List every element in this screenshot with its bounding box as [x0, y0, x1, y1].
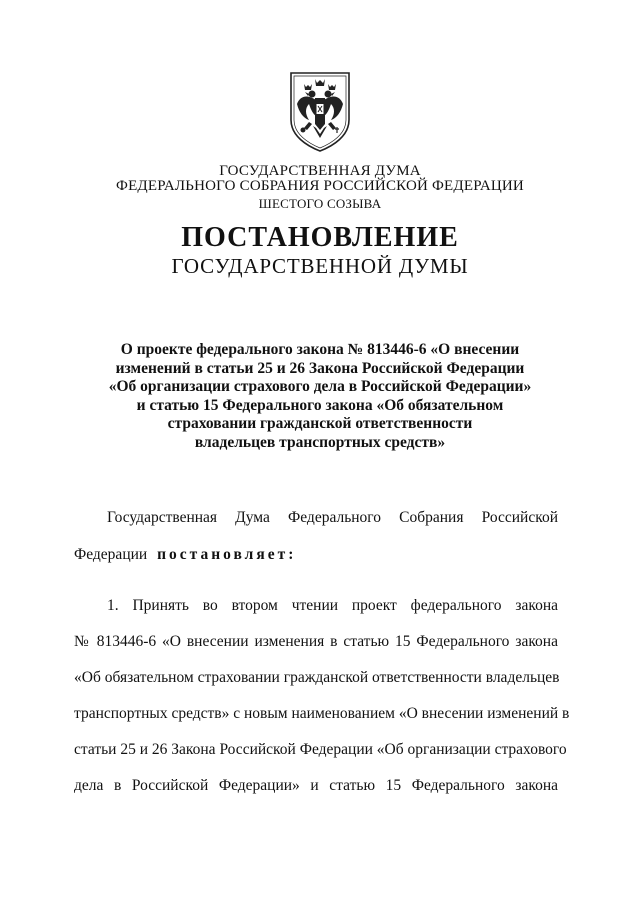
paragraph-line: статьи 25 и 26 Закона Российской Федерации «Об организации страхового — [74, 741, 567, 758]
subject-line: «Об организации страхового дела в Российской Федерации» — [108, 378, 532, 396]
paragraph-line: 1. Принять во втором чтении проект федерального закона — [107, 597, 558, 614]
header-line-assembly: ФЕДЕРАЛЬНОГО СОБРАНИЯ РОССИЙСКОЙ ФЕДЕРАЦИИ — [116, 178, 524, 194]
preamble-verb: постановляет: — [157, 546, 297, 563]
resolution-subject — [0, 341, 640, 453]
preamble-subject: Федерации — [74, 546, 148, 563]
header-line-duma: ГОСУДАРСТВЕННАЯ ДУМА — [219, 163, 421, 179]
subject-line: и статью 15 Федерального закона «Об обязательном — [136, 396, 504, 414]
paragraph-line: «Об обязательном страховании гражданской ответственности владельцев — [74, 669, 560, 686]
subject-line: изменений в статьи 25 и 26 Закона Российской Федерации — [115, 359, 525, 377]
preamble-line — [74, 546, 296, 564]
paragraph-line: № 813446-6 «О внесении изменения в статью 15 Федерального закона — [74, 633, 558, 650]
document-title: ПОСТАНОВЛЕНИЕ — [181, 222, 459, 253]
subject-line: О проекте федерального закона № 813446-6 «О внесении — [120, 341, 520, 358]
document-subtitle: ГОСУДАРСТВЕННОЙ ДУМЫ — [171, 254, 469, 278]
paragraph-line: дела в Российской Федерации» и статью 15 Федерального закона — [74, 777, 558, 794]
preamble-line: Государственная Дума Федерального Собрания Российской — [107, 509, 558, 526]
coat-of-arms-icon — [287, 70, 353, 154]
paragraph-line: транспортных средств» с новым наименованием «О внесении изменений в — [74, 705, 570, 722]
subject-line: владельцев транспортных средств» — [194, 433, 446, 451]
subject-line: страховании гражданской ответственности — [167, 415, 473, 433]
header-line-convocation: ШЕСТОГО СОЗЫВА — [258, 196, 382, 211]
